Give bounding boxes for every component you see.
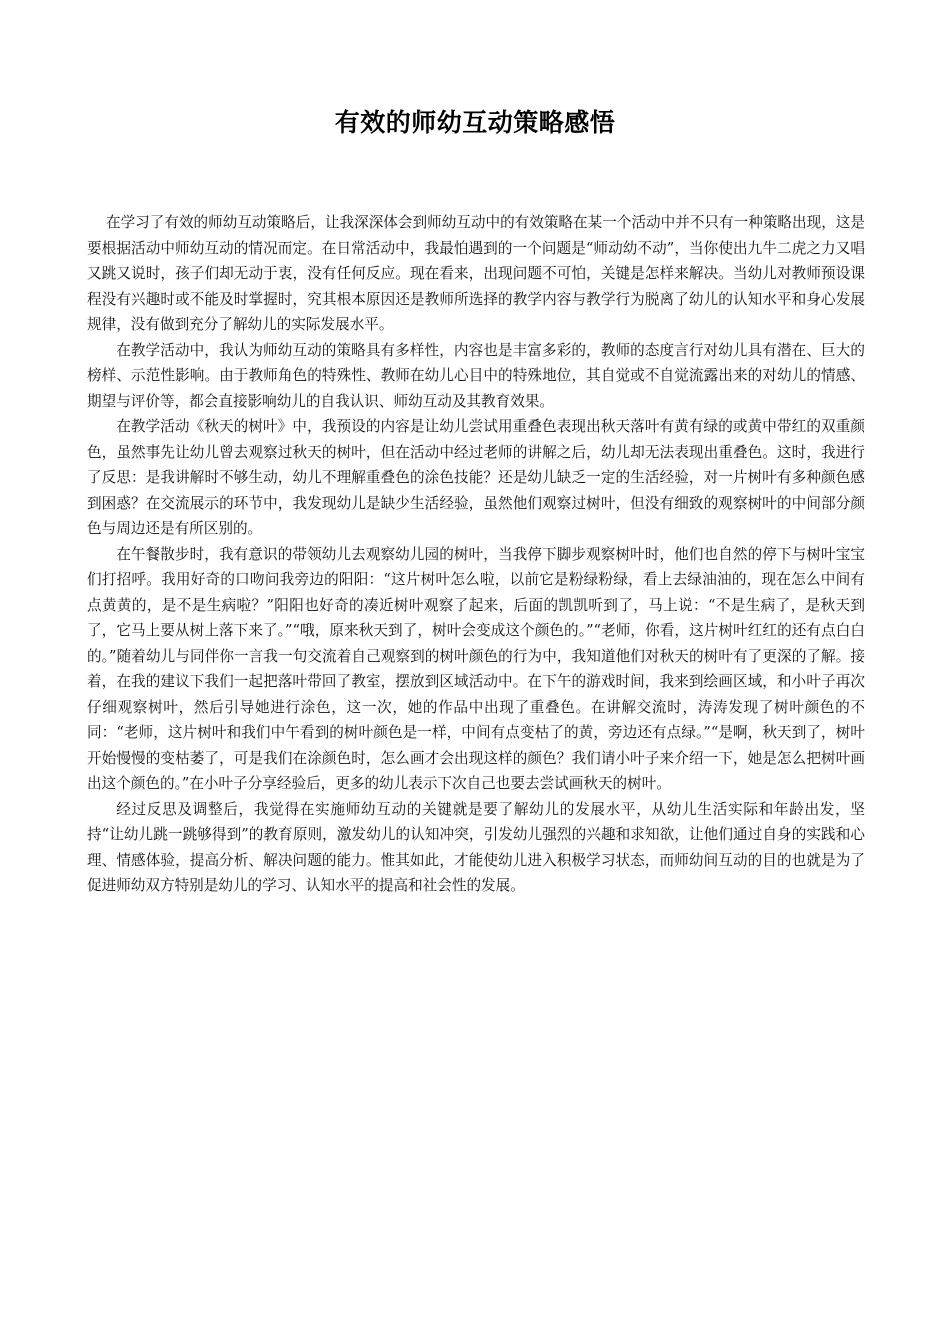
paragraph-3: 在教学活动《秋天的树叶》中，我预设的内容是让幼儿尝试用重叠色表现出秋天落叶有黄有绿的或黄中带红的双重颜色，虽然事先让幼儿曾去观察过秋天的树叶，但在活动中经过老师的讲解之后，幼儿却无法表现出重叠色。这时，我进行了反思：是我讲解时不够生动，幼儿不理解重叠色的涂色技能？还是幼儿缺乏一定的生活经验，对一片树叶有多种颜色感到困惑？在交流展示的环节中，我发现幼儿是缺少生活经验，虽然他们观察过树叶，但没有细致的观察树叶的中间部分颜色与周边还是有所区别的。: [87, 418, 865, 537]
document-body: [87, 210, 865, 899]
paragraph-2: 在教学活动中，我认为师幼互动的策略具有多样性，内容也是丰富多彩的，教师的态度言行对幼儿具有潜在、巨大的榜样、示范性影响。由于教师角色的特殊性、教师在幼儿心目中的特殊地位，其自觉或不自觉流露出来的对幼儿的情感、期望与评价等，都会直接影响幼儿的自我认识、师幼互动及其教育效果。: [87, 341, 865, 410]
document-title: 有效的师幼互动策略感悟: [334, 108, 616, 137]
paragraph-5: 经过反思及调整后，我觉得在实施师幼互动的关键就是要了解幼儿的发展水平，从幼儿生活实际和年龄出发，坚持“让幼儿跳一跳够得到”的教育原则，激发幼儿的认知冲突，引发幼儿强烈的兴趣和求知欲，让他们通过自身的实践和心理、情感体验，提高分析、解决问题的能力。惟其如此，才能使幼儿进入积极学习状态，而师幼间互动的目的也就是为了促进师幼双方特别是幼儿的学习、认知水平的提高和社会性的发展。: [87, 800, 865, 894]
paragraph-1: 在学习了有效的师幼互动策略后，让我深深体会到师幼互动中的有效策略在某一个活动中并不只有一种策略出现，这是要根据活动中师幼互动的情况而定。在日常活动中，我最怕遇到的一个问题是“师动幼不动”，当你使出九牛二虎之力又唱又跳又说时，孩子们却无动于衷，没有任何反应。现在看来，出现问题不可怕，关键是怎样来解决。当幼儿对教师预设课程没有兴趣时或不能及时掌握时，究其根本原因还是教师所选择的教学内容与教学行为脱离了幼儿的认知水平和身心发展规律，没有做到充分了解幼儿的实际发展水平。: [87, 214, 865, 333]
paragraph-4: 在午餐散步时，我有意识的带领幼儿去观察幼儿园的树叶，当我停下脚步观察树叶时，他们也自然的停下与树叶宝宝们打招呼。我用好奇的口吻问我旁边的阳阳：“这片树叶怎么啦，以前它是粉绿粉绿，看上去绿油油的，现在怎么中间有点黄黄的，是不是生病啦？”阳阳也好奇的凑近树叶观察了起来，后面的凯凯听到了，马上说：“不是生病了，是秋天到了，它马上要从树上落下来了。”“哦，原来秋天到了，树叶会变成这个颜色的。”“老师，你看，这片树叶红红的还有点白白的。”随着幼儿与同伴你一言我一句交流着自己观察到的树叶颜色的行为中，我知道他们对秋天的树叶有了更深的了解。接着，在我的建议下我们一起把落叶带回了教室，摆放到区域活动中。在下午的游戏时间，我来到绘画区域，和小叶子再次仔细观察树叶，然后引导她进行涂色，这一次，她的作品中出现了重叠色。在讲解交流时，涛涛发现了树叶颜色的不同：“老师，这片树叶和我们中午看到的树叶颜色是一样，中间有点变枯了的黄，旁边还有点绿。”“是啊，秋天到了，树叶开始慢慢的变枯萎了，可是我们在涂颜色时，怎么画才会出现这样的颜色？我们请小叶子来介绍一下，她是怎么把树叶画出这个颜色的。”在小叶子分享经验后，更多的幼儿表示下次自己也要去尝试画秋天的树叶。: [87, 545, 865, 792]
